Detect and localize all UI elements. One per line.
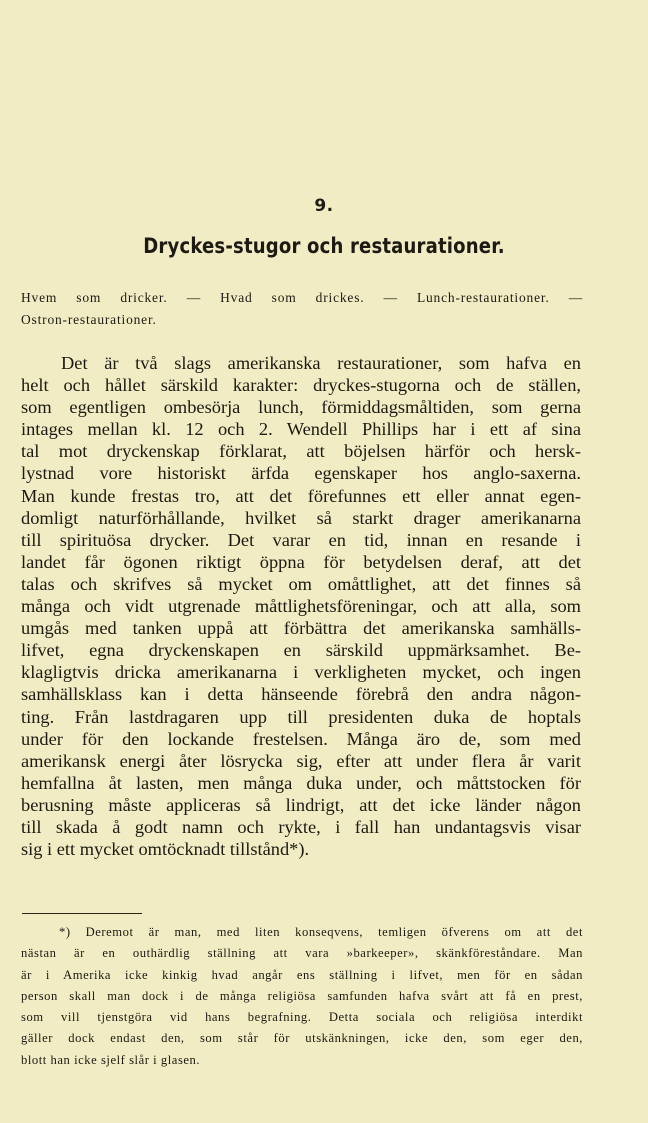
body-line: som egentligen ombesörja lunch, förmiddagsmåltiden, som gerna — [21, 397, 581, 418]
body-line: Man kunde frestas tro, att det förefunnes ett eller annat egen- — [21, 485, 581, 506]
footnote-line: person skall man dock i de många religiösa samfunden hafva svårt att få en prest, — [21, 988, 583, 1003]
footnote-line: nästan är en outhärdlig ställning att vara »barkeeper», skänkföreståndare. Man — [21, 946, 583, 961]
body-line: lifvet, egna dryckenskapen en särskild uppmärksamhet. Be- — [21, 640, 581, 661]
footnote-line: som vill tjenstgöra vid hans begrafning. Detta sociala och religiösa interdikt — [21, 1010, 583, 1025]
body-line: berusning måste appliceras så lindrigt, att det icke länder någon — [21, 794, 581, 815]
chapter-synopsis — [21, 287, 583, 331]
chapter-number: 9. — [314, 196, 334, 216]
footnote-line: gäller dock endast den, som står för utskänkningen, icke den, som eger den, — [21, 1031, 583, 1046]
body-line: under för den lockande frestelsen. Många äro de, som med — [21, 728, 581, 749]
body-line: hemfallna åt lasten, men många duka under, och måttstocken för — [21, 772, 581, 793]
body-line: klagligtvis dricka amerikanarna i verkligheten mycket, och ingen — [21, 662, 581, 683]
body-line: sig i ett mycket omtöcknadt tillstånd*). — [21, 839, 310, 860]
body-line: talas och skrifves så mycket om omåttlighet, att det finnes så — [21, 573, 581, 594]
body-line: till skada å godt namn och rykte, i fall han undantagsvis visar — [21, 816, 581, 837]
footnote-line: blott han icke sjelf slår i glasen. — [21, 1052, 201, 1067]
body-line: umgås med tanken uppå att förbättra det amerikanska samhälls- — [21, 618, 581, 639]
body-line: samhällsklass kan i detta hänseende förebrå den andra någon- — [21, 684, 581, 705]
body-line: lystnad vore historiskt ärfda egenskaper hos anglo-saxerna. — [21, 463, 581, 484]
body-line: till spirituösa drycker. Det varar en tid, innan en resande i — [21, 529, 581, 550]
synopsis-line: Ostron-restaurationer. — [21, 312, 157, 328]
body-paragraph — [21, 352, 581, 860]
footnote-divider — [22, 913, 142, 914]
synopsis-line: Hvem som dricker. — Hvad som drickes. — Lunch-restaurationer. — — [21, 290, 583, 305]
footnote — [21, 922, 583, 1071]
body-line: amerikansk energi åter lösrycka sig, efter att under flera år varit — [21, 750, 581, 771]
body-line: många och vidt utgrenade måttlighetsföreningar, och att alla, som — [21, 596, 581, 617]
body-line: intages mellan kl. 12 och 2. Wendell Phillips har i ett af sina — [21, 419, 581, 440]
body-line: helt och hållet särskild karakter: dryckes-stugorna och de ställen, — [21, 375, 581, 396]
footnote-line: *) Deremot är man, med liten konseqvens, temligen öfverens om att det — [59, 925, 583, 939]
chapter-title: Dryckes-stugor och restaurationer. — [143, 234, 505, 258]
body-line: landet får ögonen riktigt öppna för betydelsen deraf, att det — [21, 551, 581, 572]
body-line: Det är två slags amerikanska restaurationer, som hafva en — [61, 353, 581, 373]
body-line: ting. Från lastdragaren upp till presidenten duka de hoptals — [21, 706, 581, 727]
footnote-line: är i Amerika icke kinkig hvad angår ens ställning i lifvet, men för en sådan — [21, 967, 583, 982]
body-line: domligt naturförhållande, hvilket så starkt drager amerikanarna — [21, 507, 581, 528]
body-line: tal mot dryckenskap förklarat, att böjelsen härför och hersk- — [21, 441, 581, 462]
